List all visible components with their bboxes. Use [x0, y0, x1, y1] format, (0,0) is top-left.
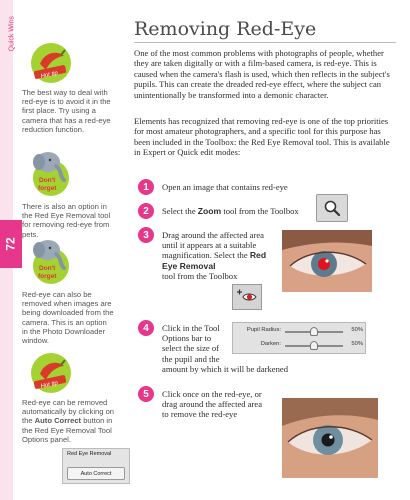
chili-pepper-icon — [28, 350, 74, 396]
darken-label: Darken: — [260, 341, 281, 347]
step-number-2: 2 — [138, 203, 154, 219]
pupil-radius-row — [233, 326, 367, 338]
page-title: Removing Red-Eye — [134, 18, 317, 40]
svg-text:Don't: Don't — [39, 177, 56, 184]
title-divider — [134, 42, 396, 43]
chili-pepper-icon — [28, 40, 74, 86]
tip-text-1: The best way to deal with red-eye is to avoid it in the first place. Try using a camera that has a red-eye reduction function. — [22, 88, 111, 134]
section-label: Quick Wins — [8, 16, 16, 52]
step-number-1: 1 — [138, 179, 154, 195]
intro-paragraph: One of the most common problems with photographs of people, whether they are taken digitally or with a film-based camera, is red-eye. This is caused when the camera's flash is used, which then reflects in the subject's pupils. This can create the dreaded red-eye effect, where the subject can unintentionally be transformed into a demonic character. — [134, 48, 390, 100]
pupil-radius-slider-thumb[interactable] — [310, 327, 318, 336]
tool-options-bar — [232, 322, 366, 354]
pupil-radius-value: 50% — [351, 327, 363, 333]
sidebar — [22, 0, 117, 500]
pupil-radius-label: Pupil Radius: — [246, 327, 281, 333]
note-text-2: Red-eye can also be removed when images are being downloaded from the camera. This is an option in the Photo Downloader window. — [22, 290, 114, 346]
step-number-3: 3 — [138, 227, 154, 243]
page-number: 72 — [3, 237, 18, 251]
svg-text:Don't: Don't — [39, 265, 56, 272]
red-eye-closeup-photo — [282, 230, 372, 292]
svg-text:Hot tip: Hot tip — [40, 70, 59, 80]
red-eye-options-panel — [62, 448, 130, 484]
dont-forget-badge — [28, 150, 74, 202]
svg-text:Hot tip: Hot tip — [40, 380, 59, 390]
darken-slider-thumb[interactable] — [310, 341, 318, 350]
page-number-tab — [0, 220, 22, 268]
elements-paragraph: Elements has recognized that removing red-eye is one of the top priorities for most amateur photographers, and a specific tool for this purpose has been included in the Toolbox: the Red Eye Removal tool. This is available in Expert or Quick edit modes: — [134, 116, 390, 158]
panel-title: Red Eye Removal — [67, 451, 112, 457]
note-text-1: There is also an option in the Red Eye Removal tool for removing red-eye from pets. — [22, 202, 111, 239]
dont-forget-badge — [28, 238, 74, 290]
step-text-2: Select the Zoom tool from the Toolbox — [162, 206, 299, 216]
darken-row — [233, 340, 367, 352]
elephant-icon — [28, 238, 74, 286]
step-text-5: Click once on the red-eye, or drag around the affected area to remove the red-eye — [162, 389, 263, 420]
auto-correct-button[interactable]: Auto Correct — [67, 467, 125, 480]
step-text-1: Open an image that contains red-eye — [162, 182, 288, 192]
step-number-5: 5 — [138, 386, 154, 402]
red-eye-removal-tool-button[interactable] — [232, 284, 262, 310]
zoom-magnifier-icon — [323, 199, 341, 217]
red-eye-tool-icon — [236, 288, 258, 306]
darken-value: 50% — [351, 341, 363, 347]
elephant-icon — [28, 150, 74, 198]
step-number-4: 4 — [138, 320, 154, 336]
zoom-tool-button[interactable] — [316, 194, 348, 222]
corrected-eye-photo — [282, 398, 378, 478]
tip-text-2: Red-eye can be removed automatically by clicking on the Auto Correct button in the Red Eye Removal Tool Options panel. — [22, 398, 115, 444]
hot-tip-badge — [28, 40, 74, 90]
hot-tip-badge — [28, 350, 74, 400]
step-text-4: Click in the Tool Options bar to select the size of the pupil and the amount by which it will be darkened — [162, 323, 289, 374]
svg-text:forget: forget — [38, 273, 57, 280]
step-text-3: Drag around the affected area until it appears at a suitable magnification. Select the Red Eye Removal tool from the Toolbox — [162, 230, 267, 281]
svg-text:forget: forget — [38, 185, 57, 192]
